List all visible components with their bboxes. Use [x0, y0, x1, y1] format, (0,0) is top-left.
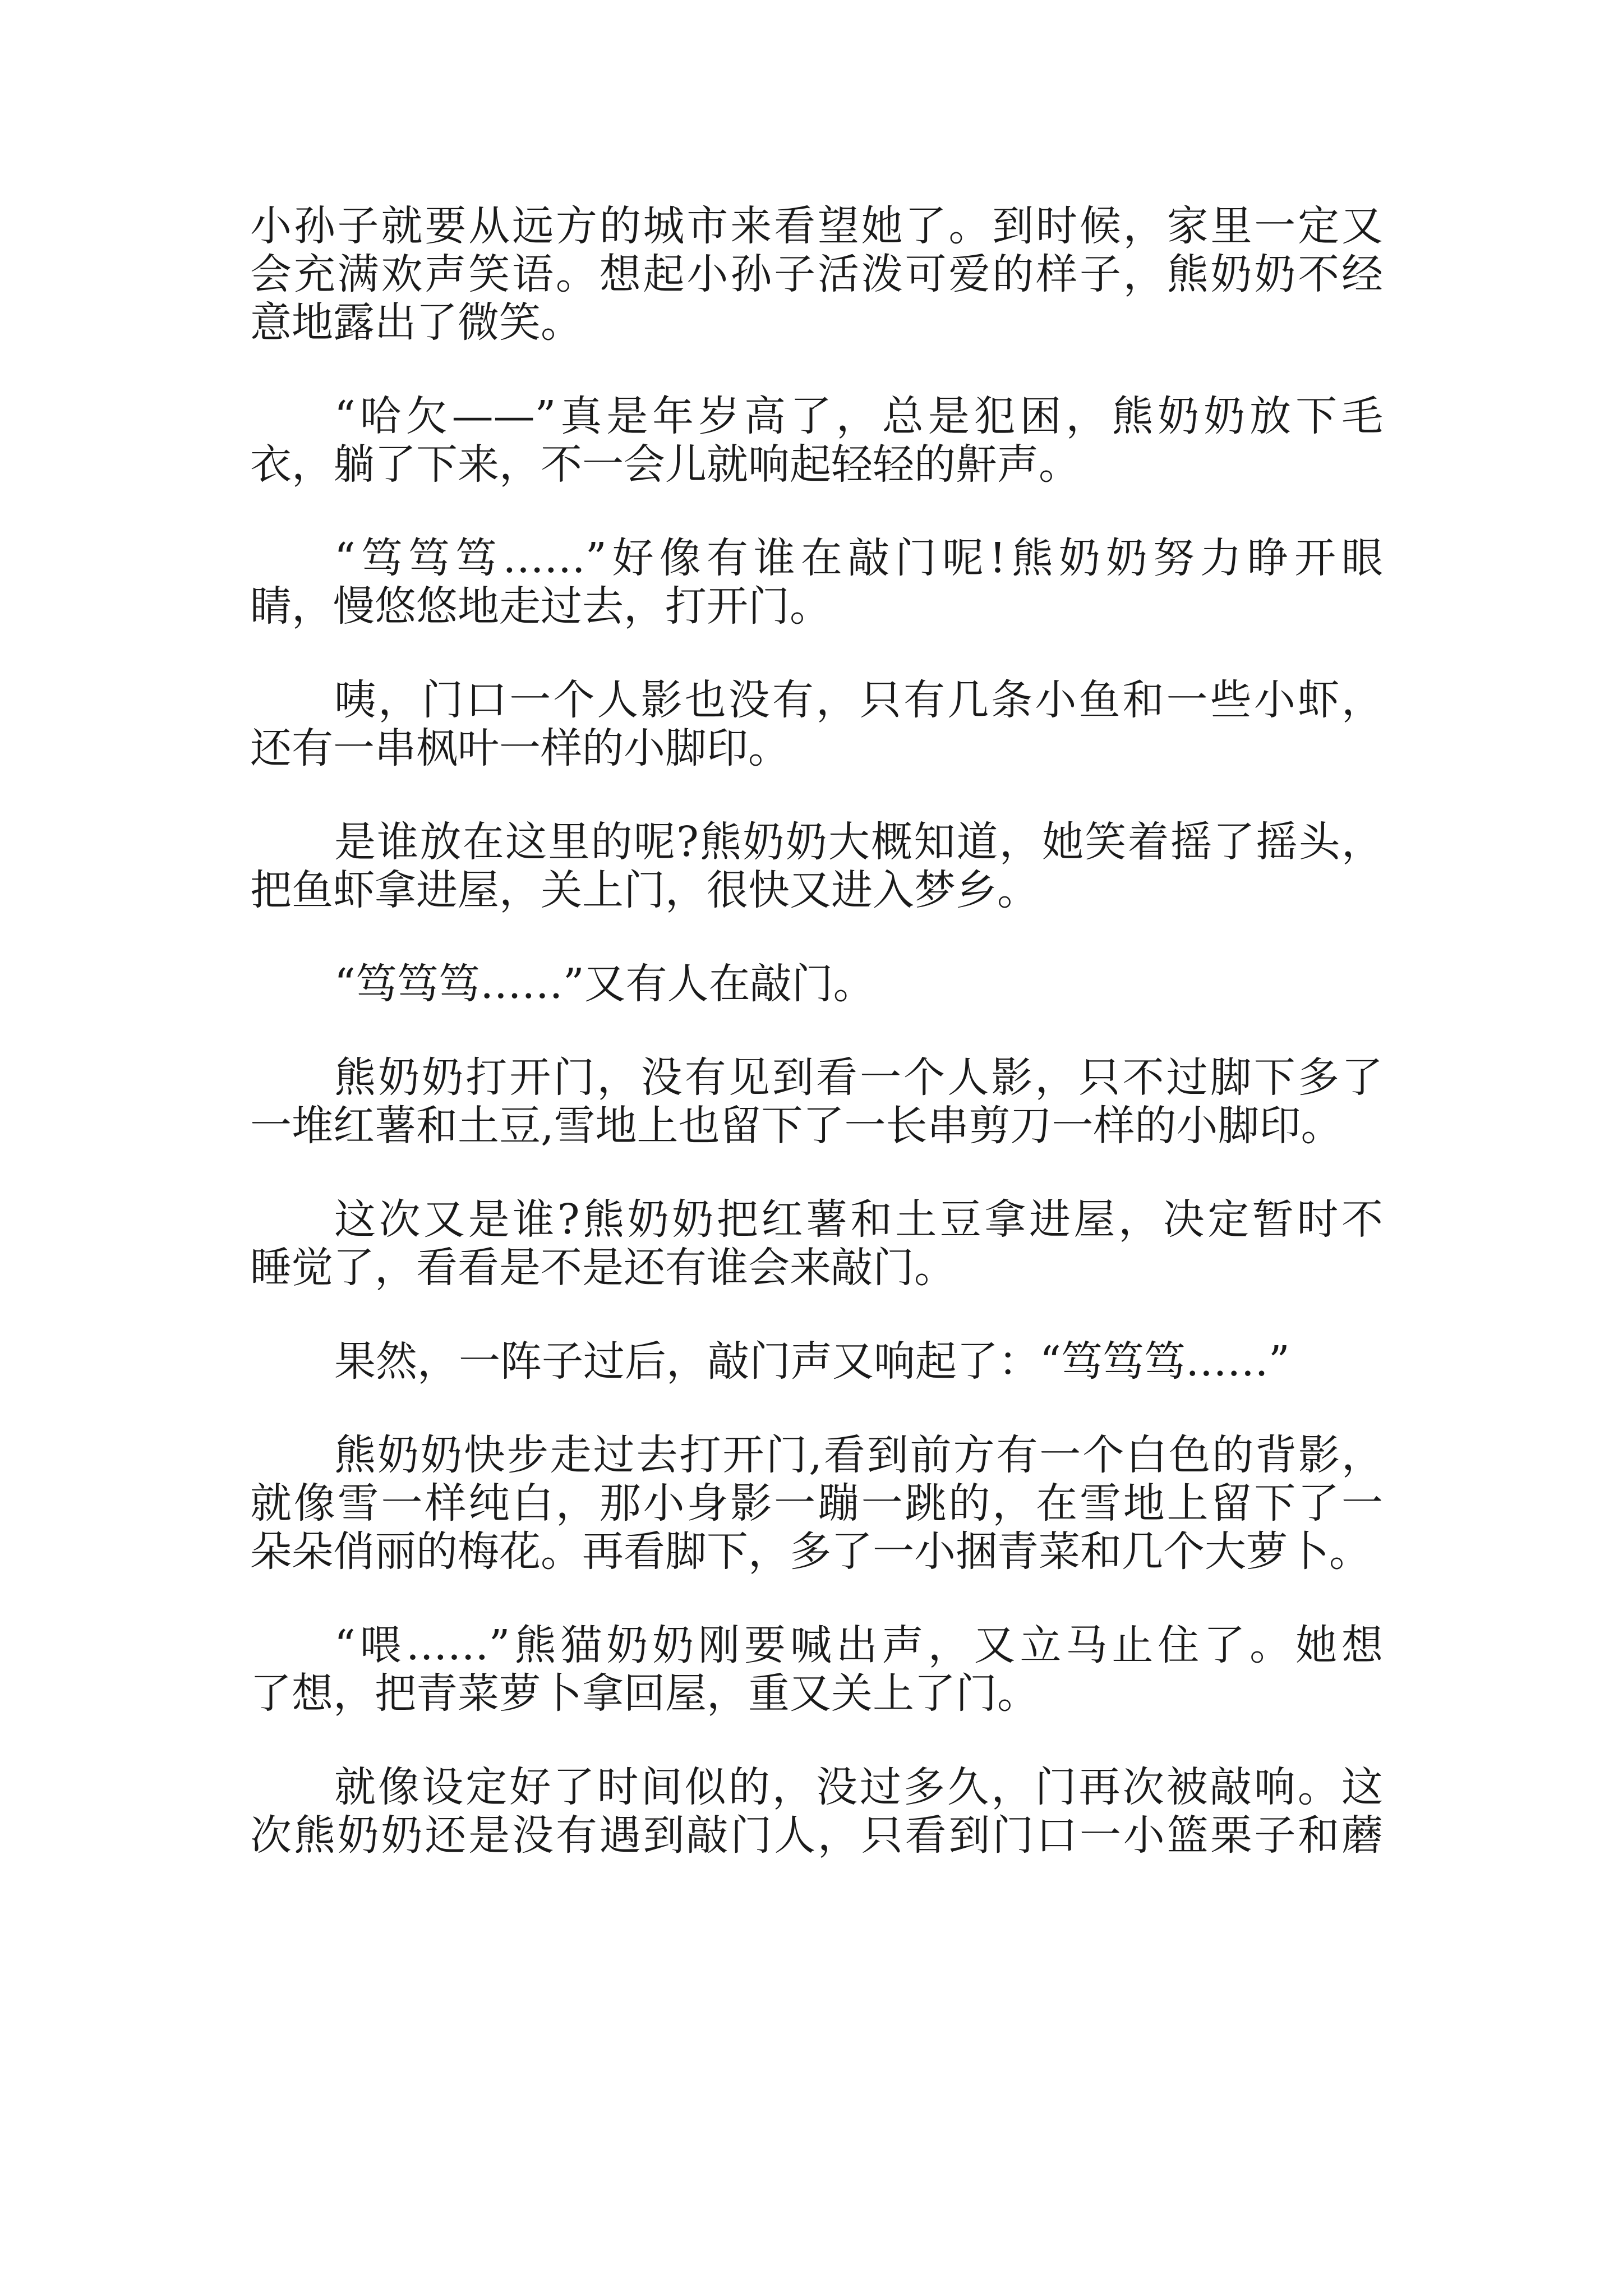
story-text [250, 202, 1383, 1860]
text-line: 睛，慢悠悠地走过去，打开门。 [250, 582, 831, 631]
text-line: 次熊奶奶还是没有遇到敲门人，只看到门口一小篮栗子和蘑 [250, 1811, 1383, 1860]
text-line: 一堆红薯和土豆,雪地上也留下了一长串剪刀一样的小脚印。 [250, 1102, 1343, 1150]
text-line: 睡觉了，看看是不是还有谁会来敲门。 [250, 1244, 956, 1292]
text-line: 果然，一阵子过后，敲门声又响起了：“笃笃笃……” [334, 1337, 1290, 1386]
text-line: “笃笃笃……”又有人在敲门。 [334, 960, 875, 1008]
text-line: 是谁放在这里的呢?熊奶奶大概知道，她笑着摇了摇头， [334, 818, 1383, 866]
text-line: 熊奶奶快步走过去打开门,看到前方有一个白色的背影， [334, 1431, 1383, 1479]
text-line: 就像雪一样纯白，那小身影一蹦一跳的，在雪地上留下了一 [250, 1479, 1383, 1527]
text-line: 这次又是谁?熊奶奶把红薯和土豆拿进屋，决定暂时不 [334, 1195, 1383, 1244]
text-line: “喂……”熊猫奶奶刚要喊出声，又立马止住了。她想 [334, 1621, 1383, 1669]
text-line: 会充满欢声笑语。想起小孙子活泼可爱的样子，熊奶奶不经 [250, 250, 1383, 298]
text-line: 朵朵俏丽的梅花。再看脚下，多了一小捆青菜和几个大萝卜。 [250, 1527, 1371, 1576]
text-line: 了想，把青菜萝卜拿回屋，重又关上了门。 [250, 1669, 1039, 1718]
text-line: 还有一串枫叶一样的小脚印。 [250, 724, 790, 772]
text-line: 就像设定好了时间似的，没过多久，门再次被敲响。这 [334, 1763, 1383, 1811]
text-line: 小孙子就要从远方的城市来看望她了。到时候，家里一定又 [250, 202, 1383, 250]
text-line: “笃笃笃……”好像有谁在敲门呢!熊奶奶努力睁开眼 [334, 534, 1383, 582]
text-line: 熊奶奶打开门，没有见到看一个人影，只不过脚下多了 [334, 1053, 1383, 1102]
text-line: 意地露出了微笑。 [250, 298, 582, 347]
text-line: “哈欠——”真是年岁高了，总是犯困，熊奶奶放下毛 [334, 392, 1383, 440]
text-line: 把鱼虾拿进屋，关上门，很快又进入梦乡。 [250, 866, 1039, 914]
text-line: 衣，躺了下来，不一会儿就响起轻轻的鼾声。 [250, 440, 1080, 489]
text-line: 咦，门口一个人影也没有，只有几条小鱼和一些小虾， [334, 676, 1383, 724]
